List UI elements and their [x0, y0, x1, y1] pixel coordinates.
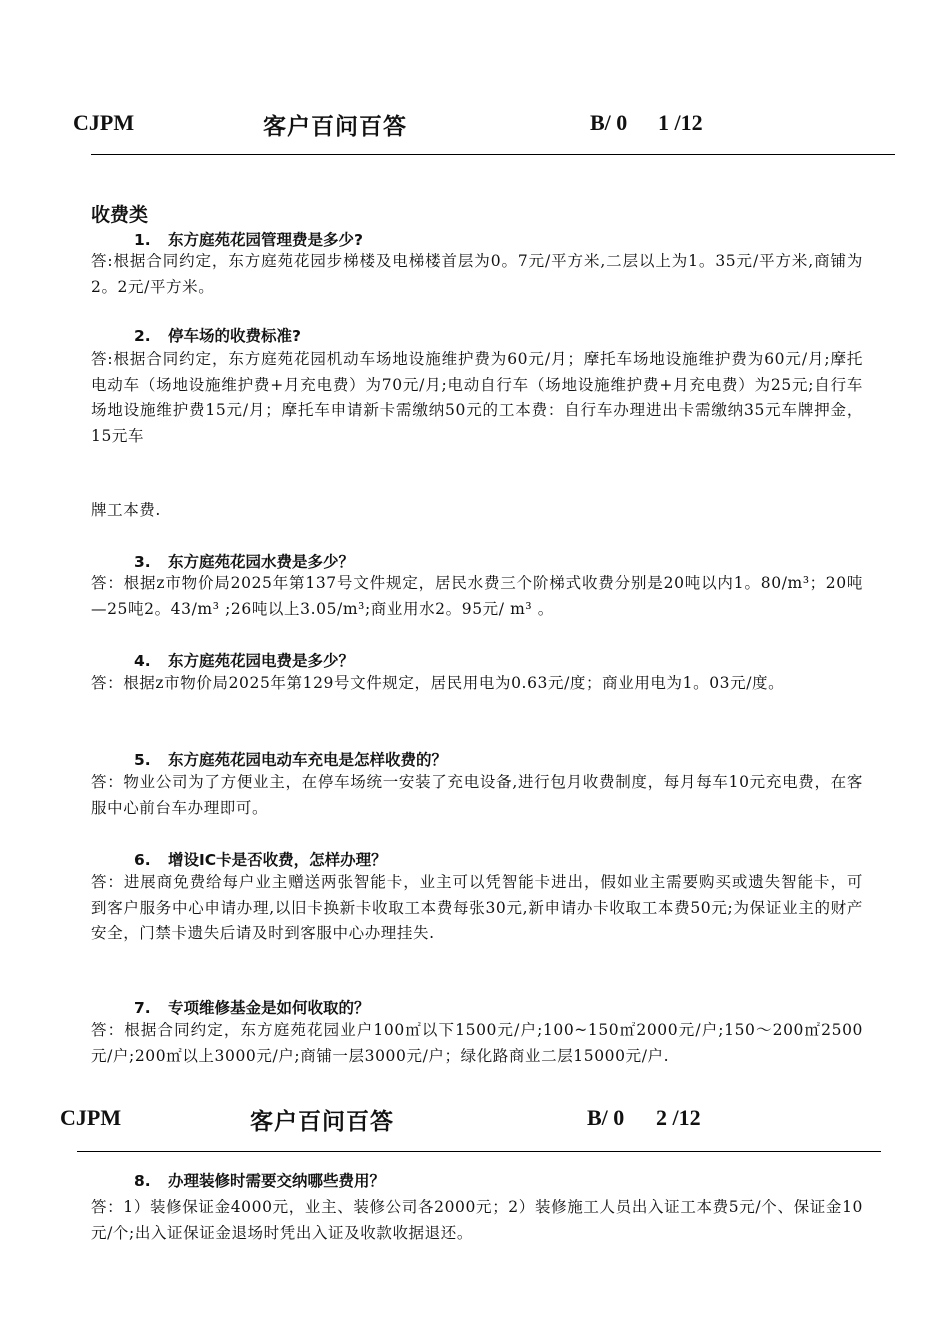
doc-title: 客户百问百答 — [263, 114, 407, 140]
answer-7: 答：根据合同约定，东方庭苑花园业户100㎡以下1500元/户;100~150㎡2000元/户;150～200㎡2500元/户;200㎡以上3000元/户;商铺一层3000元/户；绿化路商业二层15000元/户. — [91, 1021, 863, 1065]
doc-version: B/ 0 — [587, 1105, 625, 1130]
page-number: 1 /12 — [658, 110, 703, 135]
question-text: 办理装修时需要交纳哪些费用？ — [168, 1172, 386, 1190]
question-8 — [134, 1169, 385, 1191]
question-7 — [134, 996, 370, 1018]
answer-4: 答：根据z市物价局2025年第129号文件规定，居民用电为0.63元/度；商业用电为1。03元/度。 — [91, 674, 785, 692]
header-rule-2 — [77, 1151, 881, 1152]
question-text: 东方庭苑花园水费是多少？ — [168, 553, 355, 571]
question-text: 专项维修基金是如何收取的？ — [168, 999, 370, 1017]
answer-6: 答：进展商免费给每户业主赠送两张智能卡，业主可以凭智能卡进出，假如业主需要购买或遗失智能卡，可到客户服务中心申请办理,以旧卡换新卡收取工本费每张30元,新申请办卡收取工本费50元;为保证业主的财产安全，门禁卡遗失后请及时到客服中心办理挂失. — [91, 873, 863, 942]
question-number: 2. — [134, 327, 151, 345]
question-number: 7. — [134, 999, 151, 1017]
answer-3: 答：根据z市物价局2025年第137号文件规定，居民水费三个阶梯式收费分别是20吨以内1。80/m³；20吨—25吨2。43/m³ ;26吨以上3.05/m³;商业用水2。95元/ m³ 。 — [91, 574, 863, 618]
question-3 — [134, 550, 354, 572]
answer-5: 答：物业公司为了方便业主，在停车场统一安装了充电设备,进行包月收费制度，每月每车10元充电费，在客服中心前台车办理即可。 — [91, 773, 863, 817]
doc-code: CJPM — [73, 110, 135, 135]
question-number: 4. — [134, 652, 151, 670]
question-4 — [134, 649, 354, 671]
doc-code: CJPM — [60, 1105, 122, 1130]
page-number: 2 /12 — [656, 1105, 701, 1130]
question-text: 东方庭苑花园管理费是多少? — [168, 231, 363, 249]
answer-2: 答:根据合同约定，东方庭苑花园机动车场地设施维护费为60元/月；摩托车场地设施维护费为60元/月;摩托电动车（场地设施维护费+月充电费）为70元/月;电动自行车（场地设施维护费+月充电费）为25元;自行车场地设施维护费15元/月；摩托车申请新卡需缴纳50元的工本费：自行车办理进出卡需缴纳35元车牌押金，15元车 — [91, 350, 863, 445]
question-5 — [134, 748, 447, 770]
question-text: 东方庭苑花园电动车充电是怎样收费的？ — [168, 751, 448, 769]
question-number: 3. — [134, 553, 151, 571]
doc-title: 客户百问百答 — [250, 1109, 394, 1135]
question-number: 8. — [134, 1172, 151, 1190]
page-header-2 — [0, 1101, 950, 1137]
question-number: 1. — [134, 231, 151, 249]
question-text: 停车场的收费标准? — [168, 327, 301, 345]
question-number: 5. — [134, 751, 151, 769]
section-heading: 收费类 — [91, 204, 149, 226]
question-text: 增设IC卡是否收费，怎样办理？ — [168, 851, 387, 869]
question-1 — [134, 228, 363, 250]
page-header-1 — [0, 106, 950, 142]
header-rule-1 — [91, 154, 895, 155]
answer-1: 答:根据合同约定，东方庭苑花园步梯楼及电梯楼首层为0。7元/平方米,二层以上为1。35元/平方米,商铺为2。2元/平方米。 — [91, 252, 863, 296]
question-text: 东方庭苑花园电费是多少？ — [168, 652, 355, 670]
doc-version: B/ 0 — [590, 110, 628, 135]
question-2 — [134, 324, 301, 346]
question-6 — [134, 848, 387, 870]
answer-2-continued: 牌工本费. — [91, 501, 161, 519]
answer-8: 答：1）装修保证金4000元，业主、装修公司各2000元；2）装修施工人员出入证工本费5元/个、保证金10元/个;出入证保证金退场时凭出入证及收款收据退还。 — [91, 1198, 863, 1242]
question-number: 6. — [134, 851, 151, 869]
